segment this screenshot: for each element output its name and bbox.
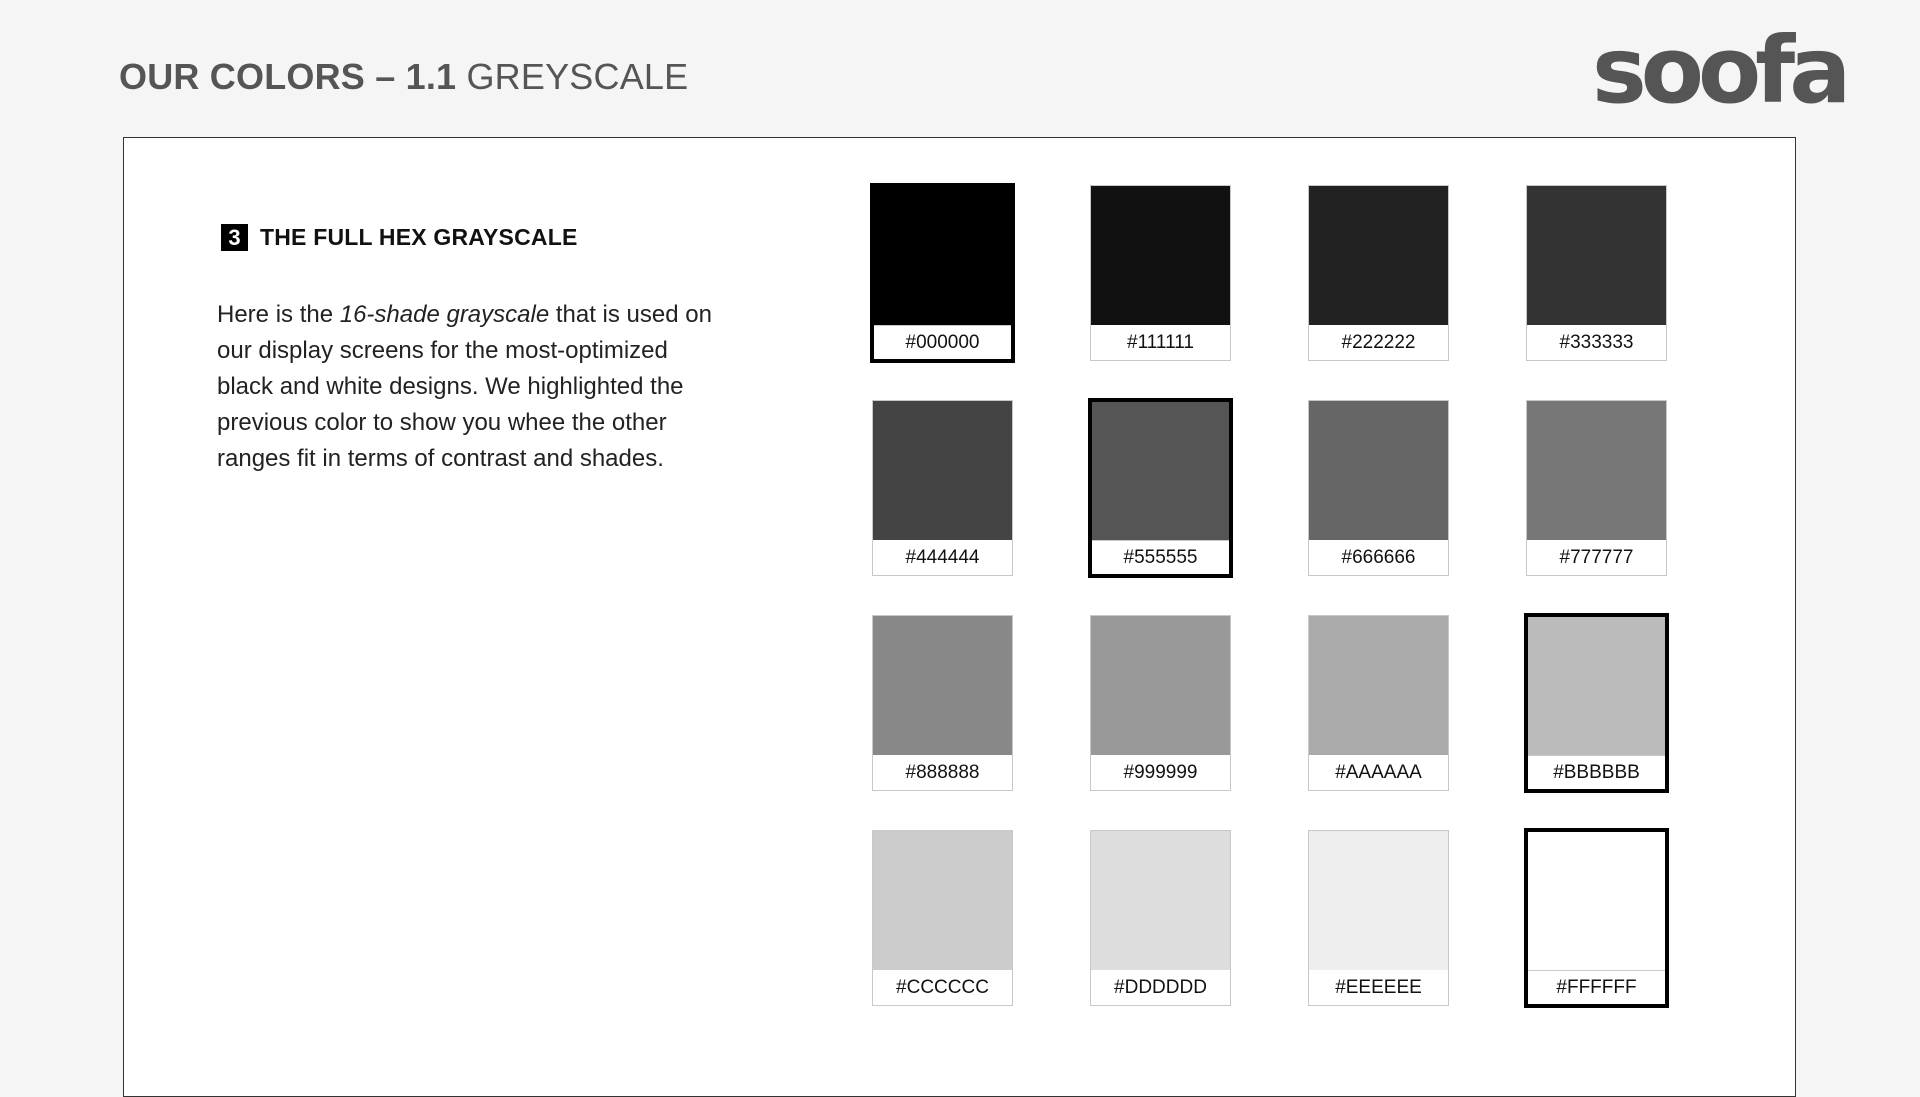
hex-code-label: #888888 [873, 755, 1012, 790]
section-number-badge: 3 [221, 224, 248, 251]
color-chip [1091, 616, 1230, 757]
color-swatch [1524, 613, 1669, 793]
color-chip [1309, 401, 1448, 542]
color-chip [874, 187, 1011, 326]
hex-code-label: #777777 [1527, 540, 1666, 575]
color-swatch [1524, 828, 1669, 1008]
section-heading [221, 224, 578, 251]
color-swatch [872, 400, 1013, 576]
hex-code-label: #222222 [1309, 325, 1448, 360]
color-swatch [1090, 830, 1231, 1006]
color-chip [1309, 616, 1448, 757]
soofa-logo [1590, 17, 1846, 124]
description-lead: Here is the [217, 301, 340, 328]
hex-code-label: #333333 [1527, 325, 1666, 360]
color-chip [1091, 186, 1230, 327]
hex-code-label: #000000 [874, 327, 1011, 359]
color-chip [1091, 831, 1230, 972]
hex-code-label: #EEEEEE [1309, 970, 1448, 1005]
section-title: THE FULL HEX GRAYSCALE [260, 224, 578, 250]
hex-code-label: #555555 [1092, 542, 1229, 574]
color-chip [1527, 186, 1666, 327]
color-swatch [1308, 615, 1449, 791]
color-swatch [1308, 185, 1449, 361]
color-chip [1528, 832, 1665, 971]
color-chip [1092, 402, 1229, 541]
color-swatch [1526, 400, 1667, 576]
color-chip [873, 401, 1012, 542]
color-swatch [1090, 185, 1231, 361]
hex-code-label: #444444 [873, 540, 1012, 575]
page-title-bold: OUR COLORS – 1.1 [119, 56, 457, 97]
color-chip [1528, 617, 1665, 756]
color-chip [1309, 831, 1448, 972]
hex-code-label: #DDDDDD [1091, 970, 1230, 1005]
hex-code-label: #666666 [1309, 540, 1448, 575]
color-swatch [1308, 400, 1449, 576]
color-swatch [870, 183, 1015, 363]
color-swatch [1090, 615, 1231, 791]
page-title-light: GREYSCALE [466, 56, 689, 97]
color-chip [873, 616, 1012, 757]
hex-code-label: #999999 [1091, 755, 1230, 790]
section-description [217, 297, 717, 477]
color-chip [873, 831, 1012, 972]
color-swatch [1526, 185, 1667, 361]
description-rest: that is used on our display screens for the most-optimized black and white designs. We highlighted the previous color to show you whee the other ranges fit in terms of contrast and shades. [217, 301, 712, 472]
color-swatch [1088, 398, 1233, 578]
color-swatch [872, 830, 1013, 1006]
hex-code-label: #FFFFFF [1528, 972, 1665, 1004]
color-chip [1309, 186, 1448, 327]
page-title [119, 55, 688, 99]
color-chip [1527, 401, 1666, 542]
soofa-logo-text: soofa [1592, 17, 1846, 124]
hex-code-label: #BBBBBB [1528, 757, 1665, 789]
color-swatch [872, 615, 1013, 791]
description-emphasis: 16-shade grayscale [339, 301, 550, 328]
hex-code-label: #111111 [1091, 325, 1230, 360]
hex-code-label: #AAAAAA [1309, 755, 1448, 790]
hex-code-label: #CCCCCC [873, 970, 1012, 1005]
color-swatch [1308, 830, 1449, 1006]
